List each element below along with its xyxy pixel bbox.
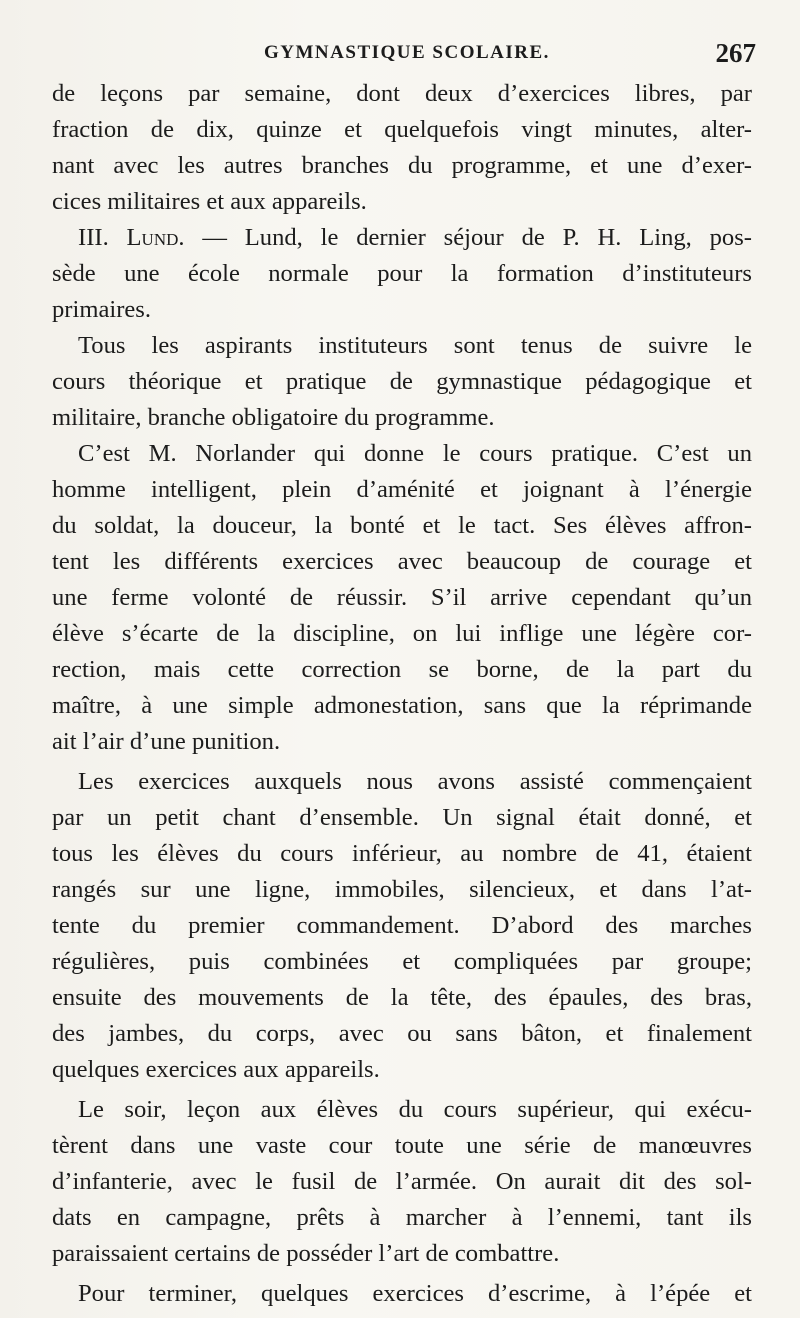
text-line: tous les élèves du cours inférieur, au nombre de 41, étaient [52, 840, 752, 867]
paragraph-5 [52, 764, 752, 1088]
text-line: du soldat, la douceur, la bonté et le tact. Ses élèves affron- [52, 512, 752, 539]
text-line: tent les différents exercices avec beaucoup de courage et [52, 548, 752, 575]
text-line: tente du premier commandement. D’abord des marches [52, 912, 752, 939]
text-line: nant avec les autres branches du programme, et une d’exer- [52, 152, 752, 179]
paragraph-1 [52, 76, 752, 220]
text-line: militaire, branche obligatoire du programme. [52, 404, 495, 431]
running-head: GYMNASTIQUE SCOLAIRE. [264, 42, 550, 63]
section-title: Lund. [126, 224, 185, 251]
text-line: dats en campagne, prêts à marcher à l’ennemi, tant ils [52, 1204, 752, 1231]
text-line: cices militaires et aux appareils. [52, 188, 367, 215]
text-line: Les exercices auxquels nous avons assisté commençaient [78, 768, 752, 795]
text-line: tèrent dans une vaste cour toute une série de manœuvres [52, 1132, 752, 1159]
text-line: rangés sur une ligne, immobiles, silencieux, et dans l’at- [52, 876, 752, 903]
text-line: des jambes, du corps, avec ou sans bâton, et finalement [52, 1020, 752, 1047]
text-line: Le soir, leçon aux élèves du cours supérieur, qui exécu- [78, 1096, 752, 1123]
text-line: rection, mais cette correction se borne, de la part du [52, 656, 752, 683]
text-line: paraissaient certains de posséder l’art de combattre. [52, 1240, 560, 1267]
text-line: Tous les aspirants instituteurs sont tenus de suivre le [78, 332, 752, 359]
text-line: homme intelligent, plein d’aménité et joignant à l’énergie [52, 476, 752, 503]
text-line: de leçons par semaine, dont deux d’exercices libres, par [52, 80, 752, 107]
paragraph-section-lund [52, 220, 752, 328]
text-line: Pour terminer, quelques exercices d’escrime, à l’épée et [78, 1280, 752, 1307]
text-line: sède une école normale pour la formation d’instituteurs [52, 260, 752, 287]
paragraph-3 [52, 328, 752, 436]
text-line: fraction de dix, quinze et quelquefois vingt minutes, alter- [52, 116, 752, 143]
text-line: primaires. [52, 296, 152, 323]
paragraph-7 [52, 1276, 752, 1312]
text-line-rest: — Lund, le dernier séjour de P. H. Ling, pos- [184, 224, 752, 251]
text-line: d’infanterie, avec le fusil de l’armée. On aurait dit des sol- [52, 1168, 752, 1195]
text-line: une ferme volonté de réussir. S’il arrive cependant qu’un [52, 584, 752, 611]
paragraph-4 [52, 436, 752, 760]
text-line [52, 220, 752, 256]
page-number: 267 [715, 38, 756, 68]
body-text [52, 76, 752, 1312]
text-line: ensuite des mouvements de la tête, des épaules, des bras, [52, 984, 752, 1011]
page-header [52, 38, 756, 74]
text-line: par un petit chant d’ensemble. Un signal était donné, et [52, 804, 752, 831]
text-line: maître, à une simple admonestation, sans que la réprimande [52, 692, 752, 719]
text-line: quelques exercices aux appareils. [52, 1056, 380, 1083]
text-line: cours théorique et pratique de gymnastique pédagogique et [52, 368, 752, 395]
text-line: élève s’écarte de la discipline, on lui inflige une légère cor- [52, 620, 752, 647]
paragraph-6 [52, 1092, 752, 1272]
text-line: régulières, puis combinées et compliquées par groupe; [52, 948, 752, 975]
section-number: III. [78, 224, 109, 251]
text-line: ait l’air d’une punition. [52, 728, 281, 755]
text-line: C’est M. Norlander qui donne le cours pratique. C’est un [78, 440, 752, 467]
